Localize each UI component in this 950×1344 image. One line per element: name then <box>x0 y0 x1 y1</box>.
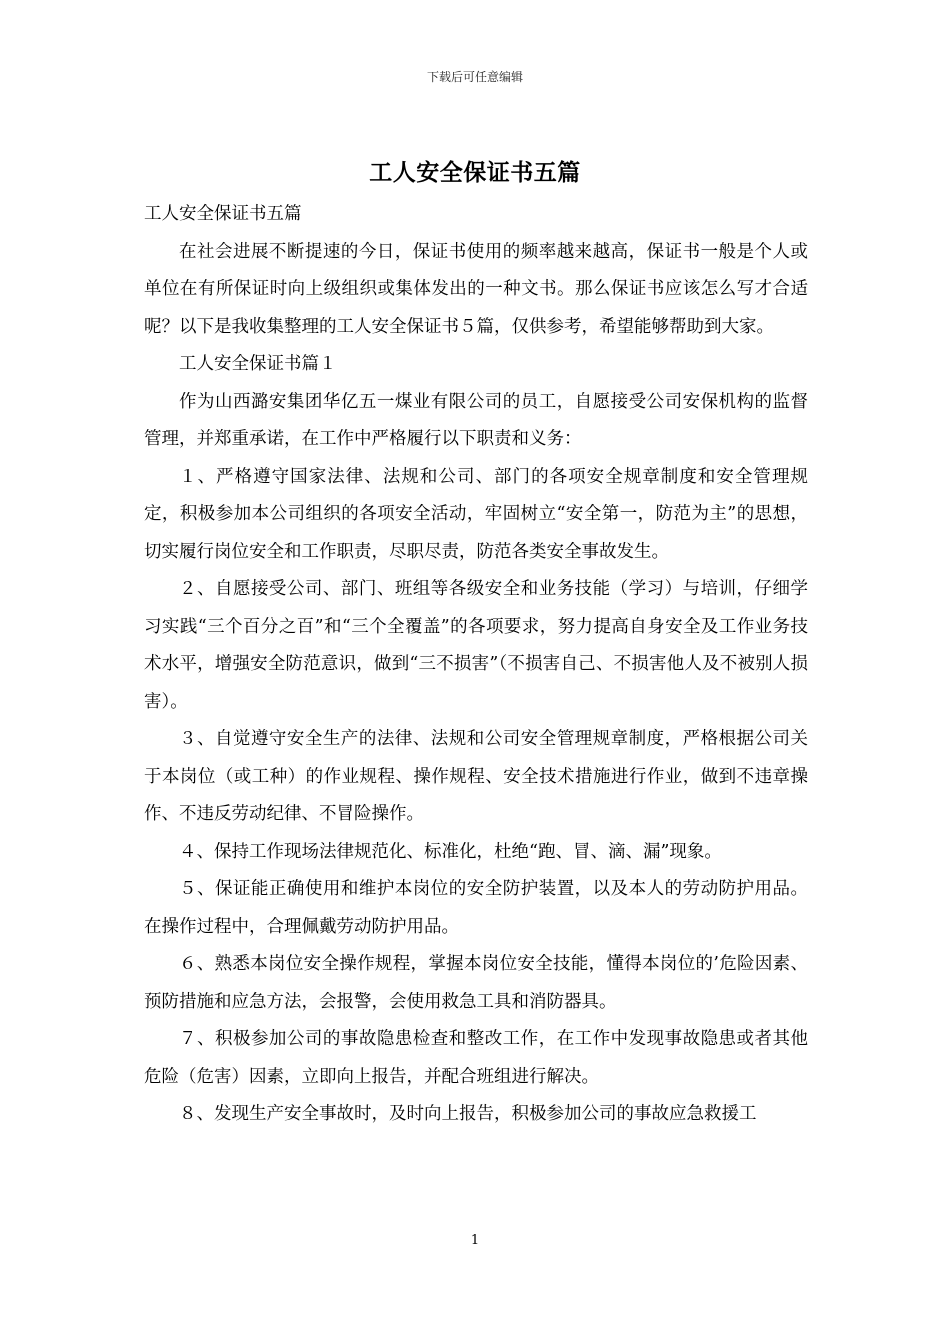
paragraph-item-1: １、严格遵守国家法律、法规和公司、部门的各项安全规章制度和安全管理规定，积极参加本公司组织的各项安全活动，牢固树立“安全第一，防范为主”的思想，切实履行岗位安全和工作职责，尽职尽责，防范各类安全事故发生。 <box>144 466 808 562</box>
paragraph-item-7: ７、积极参加公司的事故隐患检查和整改工作，在工作中发现事故隐患或者其他危险（危害）因素，立即向上报告，并配合班组进行解决。 <box>144 1029 808 1087</box>
paragraph-item-2: ２、自愿接受公司、部门、班组等各级安全和业务技能（学习）与培训，仔细学习实践“三个百分之百”和“三个全覆盖”的各项要求，努力提高自身安全及工作业务技术水平，增强安全防范意识，做到“三不损害”（不损害自己、不损害他人及不被别人损害）。 <box>144 579 808 712</box>
paragraph-item-6: ６、熟悉本岗位安全操作规程，掌握本岗位安全技能，懂得本岗位的’危险因素、预防措施和应急方法，会报警，会使用救急工具和消防器具。 <box>144 954 808 1012</box>
document-title: 工人安全保证书五篇 <box>369 159 581 186</box>
paragraph-item-4: ４、保持工作现场法律规范化、标准化，杜绝“跑、冒、滴、漏”现象。 <box>179 841 722 862</box>
document-body <box>144 196 808 1134</box>
paragraph-intro: 在社会进展不断提速的今日，保证书使用的频率越来越高，保证书一般是个人或单位在有所保证时向上级组织或集体发出的一种文书。那么保证书应该怎么写才合适呢？以下是我收集整理的工人安全保证书５篇，仅供参考，希望能够帮助到大家。 <box>144 241 808 337</box>
paragraph-preamble: 作为山西潞安集团华亿五一煤业有限公司的员工，自愿接受公司安保机构的监督管理，并郑重承诺，在工作中严格履行以下职责和义务： <box>144 391 808 449</box>
paragraph-subtitle: 工人安全保证书五篇 <box>144 204 302 224</box>
paragraph-item-5: ５、保证能正确使用和维护本岗位的安全防护装置，以及本人的劳动防护用品。在操作过程中，合理佩戴劳动防护用品。 <box>144 879 808 937</box>
page-number: 1 <box>470 1233 480 1248</box>
paragraph-item-8: ８、发现生产安全事故时，及时向上报告，积极参加公司的事故应急救援工 <box>179 1104 757 1124</box>
paragraph-section-heading: 工人安全保证书篇１ <box>179 354 337 374</box>
paragraph-item-3: ３、自觉遵守安全生产的法律、法规和公司安全管理规章制度，严格根据公司关于本岗位（或工种）的作业规程、操作规程、安全技术措施进行作业，做到不违章操作、不违反劳动纪律、不冒险操作。 <box>144 729 808 824</box>
header-note: 下载后可任意编辑 <box>426 70 523 84</box>
